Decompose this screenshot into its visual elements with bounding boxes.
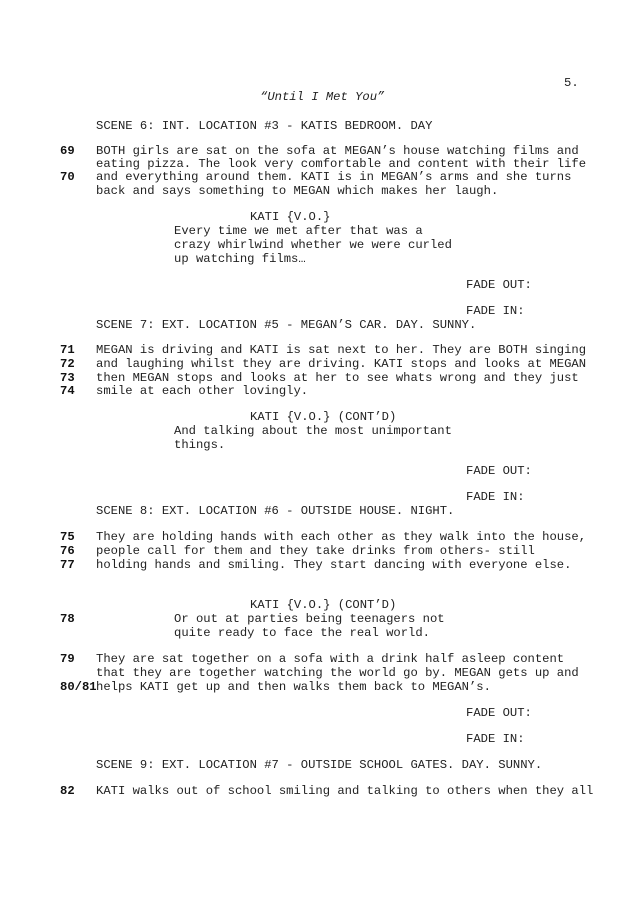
scene-heading: SCENE 9: EXT. LOCATION #7 - OUTSIDE SCHOOL GATES. DAY. SUNNY.: [96, 758, 543, 772]
scene-number: 79: [60, 652, 75, 666]
transition: FADE IN:: [466, 304, 525, 318]
action-line: They are sat together on a sofa with a drink half asleep content: [96, 652, 565, 666]
transition: FADE IN:: [466, 732, 525, 746]
scene-number: 82: [60, 784, 75, 798]
action-line: smile at each other lovingly.: [96, 384, 309, 398]
dialogue-line: crazy whirlwind whether we were curled: [174, 238, 452, 252]
scene-heading: SCENE 6: INT. LOCATION #3 - KATIS BEDROOM. DAY: [96, 119, 433, 133]
action-line: helps KATI get up and then walks them back to MEGAN’s.: [96, 680, 491, 694]
action-line: that they are together watching the world go by. MEGAN gets up and: [96, 666, 579, 680]
character-name: KATI {V.O.} (CONT’D): [250, 410, 397, 424]
action-line: BOTH girls are sat on the sofa at MEGAN’s house watching films and: [96, 144, 579, 158]
scene-heading: SCENE 8: EXT. LOCATION #6 - OUTSIDE HOUSE. NIGHT.: [96, 504, 455, 518]
scene-number: 77: [60, 558, 75, 572]
scene-number: 71: [60, 343, 75, 357]
dialogue-line: Or out at parties being teenagers not: [174, 612, 445, 626]
scene-number: 72: [60, 357, 75, 371]
scene-number: 70: [60, 170, 75, 184]
transition: FADE IN:: [466, 490, 525, 504]
scene-number: 75: [60, 530, 75, 544]
action-line: people call for them and they take drinks from others- still: [96, 544, 535, 558]
transition: FADE OUT:: [466, 706, 532, 720]
script-title: “Until I Met You”: [260, 90, 385, 104]
action-line: then MEGAN stops and looks at her to see whats wrong and they just: [96, 371, 579, 385]
action-line: KATI walks out of school smiling and talking to others when they all: [96, 784, 594, 798]
transition: FADE OUT:: [466, 278, 532, 292]
action-line: back and says something to MEGAN which makes her laugh.: [96, 184, 499, 198]
page-number: 5.: [564, 76, 579, 90]
scene-number: 74: [60, 384, 75, 398]
action-line: MEGAN is driving and KATI is sat next to her. They are BOTH singing: [96, 343, 587, 357]
dialogue-line: quite ready to face the real world.: [174, 626, 430, 640]
dialogue-line: And talking about the most unimportant: [174, 424, 452, 438]
action-line: eating pizza. The look very comfortable and content with their life: [96, 157, 587, 171]
action-line: and laughing whilst they are driving. KATI stops and looks at MEGAN: [96, 357, 587, 371]
scene-number: 69: [60, 144, 75, 158]
action-line: holding hands and smiling. They start dancing with everyone else.: [96, 558, 572, 572]
dialogue-line: up watching films…: [174, 252, 306, 266]
scene-heading: SCENE 7: EXT. LOCATION #5 - MEGAN’S CAR. DAY. SUNNY.: [96, 318, 477, 332]
scene-number: 73: [60, 371, 75, 385]
action-line: They are holding hands with each other as they walk into the house,: [96, 530, 587, 544]
scene-number: 78: [60, 612, 75, 626]
dialogue-line: things.: [174, 438, 226, 452]
dialogue-line: Every time we met after that was a: [174, 224, 423, 238]
scene-number: 80/81: [60, 680, 97, 694]
action-line: and everything around them. KATI is in MEGAN’s arms and she turns: [96, 170, 572, 184]
character-name: KATI {V.O.}: [250, 210, 331, 224]
transition: FADE OUT:: [466, 464, 532, 478]
character-name: KATI {V.O.} (CONT’D): [250, 598, 397, 612]
scene-number: 76: [60, 544, 75, 558]
